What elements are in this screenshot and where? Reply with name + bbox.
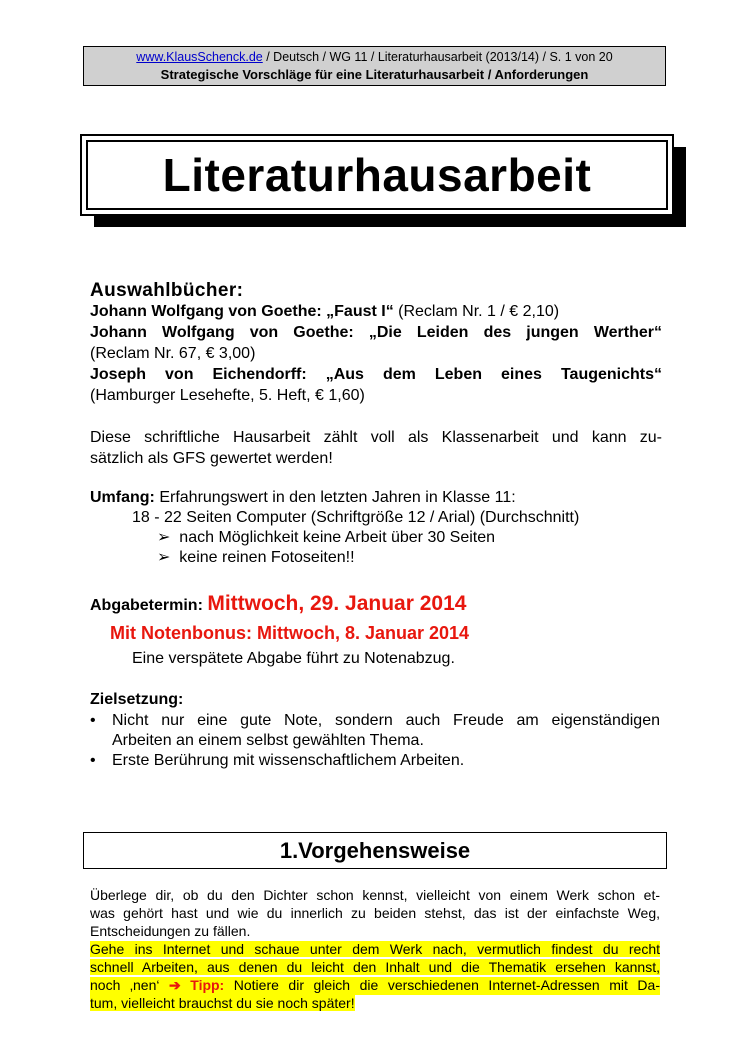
book-2-title: Johann Wolfgang von Goethe: „Die Leiden des jungen Werther“: [90, 324, 662, 341]
goal-1-line-1: Nicht nur eine gute Note, sondern auch Freude am eigenständigen: [112, 712, 660, 729]
umfang-item-1-text: nach Möglichkeit keine Arbeit über 30 Seiten: [179, 529, 496, 546]
book-1-title: Johann Wolfgang von Goethe: „Faust I“: [90, 303, 394, 320]
site-link[interactable]: www.KlausSchenck.de: [136, 50, 263, 64]
deadline-label: Abgabetermin:: [90, 597, 208, 614]
section-1-p1-l1: Überlege dir, ob du den Dichter schon kennst, vielleicht von einem Werk schon et-: [90, 887, 660, 903]
header-path: / Deutsch / WG 11 / Literaturhausarbeit (2013/14) / S. 1 von 20: [262, 50, 613, 64]
arrow-right-icon: ➔: [169, 977, 181, 993]
tipp-label: Tipp:: [190, 977, 225, 993]
title-box: [80, 134, 674, 216]
goal-1-line-2: Arbeiten an einem selbst gewählten Thema.: [112, 732, 424, 749]
umfang-pages: 18 - 22 Seiten Computer (Schriftgröße 12 / Arial) (Durchschnitt): [132, 509, 580, 526]
arrow-bullet-icon: ➢: [157, 529, 171, 546]
bullet-dot-icon: •: [90, 752, 96, 769]
section-1-p2-l3: [90, 977, 660, 995]
header-subtitle: Strategische Vorschläge für eine Literaturhausarbeit / Anforderungen: [160, 67, 589, 82]
umfang-label: Umfang:: [90, 489, 155, 506]
umfang-item-2: [157, 548, 355, 567]
highlighted-text: tum, vielleicht brauchst du sie noch später!: [90, 995, 355, 1011]
page-header: [83, 46, 666, 86]
page-title: Literaturhausarbeit: [86, 140, 668, 210]
umfang-item-2-text: keine reinen Fotoseiten!!: [179, 549, 355, 566]
section-1-p2-l2: [90, 959, 660, 977]
deadline-bonus: Mit Notenbonus: Mittwoch, 8. Januar 2014: [110, 623, 470, 643]
umfang-item-1: [157, 528, 495, 547]
intro-line-2: sätzlich als GFS gewertet werden!: [90, 450, 333, 467]
book-1-info: (Reclam Nr. 1 / € 2,10): [393, 303, 560, 320]
highlighted-text: Notiere dir gleich die verschiedenen Internet-Adressen mit Da-: [224, 977, 660, 993]
book-2-info: (Reclam Nr. 67, € 3,00): [90, 345, 256, 362]
books-heading: Auswahlbücher:: [90, 280, 244, 301]
arrow-bullet-icon: ➢: [157, 549, 171, 566]
intro-line-1: Diese schriftliche Hausarbeit zählt voll als Klassenarbeit und kann zu-: [90, 429, 662, 446]
bullet-dot-icon: •: [90, 712, 96, 729]
section-1-p1-l2: was gehört hast und wie du innerlich zu beiden stehst, das ist der einfachste Weg,: [90, 905, 660, 921]
highlighted-text: Gehe ins Internet und schaue unter dem Werk nach, vermutlich findest du recht: [90, 941, 660, 957]
goal-2: Erste Berührung mit wissenschaftlichem Arbeiten.: [112, 752, 465, 769]
highlighted-text: noch ‚nen‘: [90, 977, 169, 993]
section-1-p1-l3: Entscheidungen zu fällen.: [90, 923, 251, 939]
book-1: [90, 302, 662, 321]
deadline-late: Eine verspätete Abgabe führt zu Notenabzug.: [132, 650, 455, 667]
highlighted-text: schnell Arbeiten, aus denen du leicht den Inhalt und die Thematik ersehen kannst,: [90, 959, 660, 975]
section-1-p2-l1: [90, 941, 660, 959]
deadline-date: Mittwoch, 29. Januar 2014: [207, 592, 467, 615]
section-1-p2-l4: [90, 995, 660, 1013]
goals-heading: Zielsetzung:: [90, 691, 184, 708]
section-1-title: 1.Vorgehensweise: [83, 832, 667, 869]
book-3-info: (Hamburger Lesehefte, 5. Heft, € 1,60): [90, 387, 365, 404]
umfang-text: Erfahrungswert in den letzten Jahren in Klasse 11:: [154, 489, 516, 506]
deadline-line: [90, 591, 662, 619]
book-3-title: Joseph von Eichendorff: „Aus dem Leben eines Taugenichts“: [90, 366, 662, 383]
umfang-line: [90, 488, 662, 507]
